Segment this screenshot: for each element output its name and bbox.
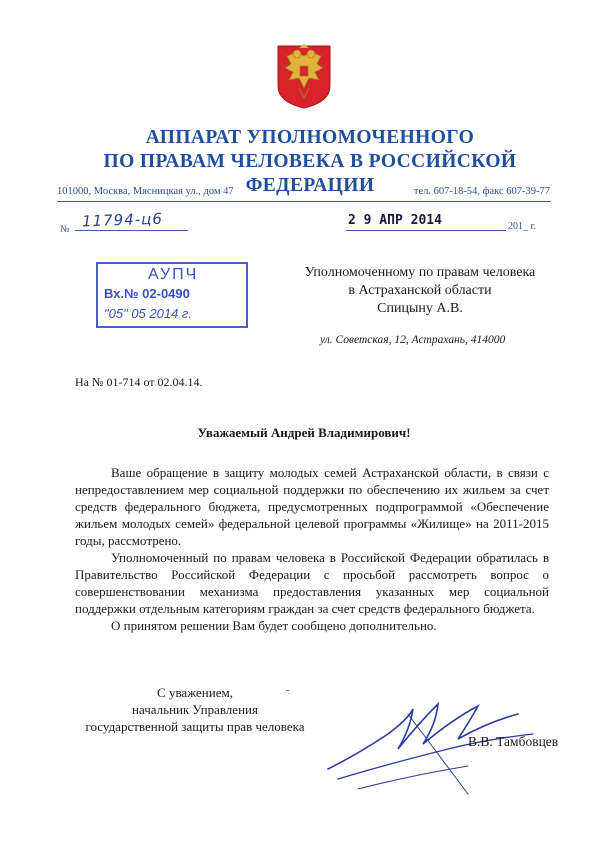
closing-block [70, 684, 320, 735]
stamp-date: "05" 05 2014 г. [104, 306, 192, 321]
header-title-line2: ПО ПРАВАМ ЧЕЛОВЕКА В РОССИЙСКОЙ ФЕДЕРАЦИИ [103, 151, 517, 196]
outgoing-number-underline [75, 230, 188, 231]
closing-line1: С уважением, [157, 685, 233, 700]
reference-line: На № 01-714 от 02.04.14. [75, 375, 203, 389]
addressee-line2: в Астраханской области [348, 283, 492, 298]
outgoing-number-prefix: № [60, 224, 70, 235]
stamp-org: АУПЧ [148, 266, 199, 283]
addressee-line3: Спицыну А.В. [377, 301, 463, 316]
dash-mark: - [286, 684, 290, 696]
header-title-line1: АППАРАТ УПОЛНОМОЧЕННОГО [145, 127, 475, 148]
body-paragraph-3: О принятом решении Вам будет сообщено дополнительно. [111, 618, 437, 633]
outgoing-number: 11794-ц6 [81, 209, 164, 231]
outgoing-date: 2 9 АПР 2014 [348, 213, 442, 228]
closing-line2: начальник Управления [132, 702, 258, 717]
outgoing-year-suffix: 201_ г. [508, 221, 536, 232]
body-paragraph-2: Уполномоченный по правам человека в Российской Федерации обратилась в Правительство Российской Федерации с просьбой рассмотреть вопрос о совершенствовании механизма предоставления указанных мер социальной поддержки отдельным категориям граждан за счет средств федерального бюджета. [75, 550, 549, 616]
closing-line3: государственной защиты прав человека [85, 719, 305, 734]
greeting: Уважаемый Андрей Владимирович! [197, 425, 411, 440]
coat-of-arms-emblem [275, 42, 333, 110]
letter-body [75, 464, 549, 634]
incoming-stamp [96, 262, 248, 328]
addressee-street: ул. Советская, 12, Астрахань, 414000 [320, 334, 506, 346]
header-divider [57, 201, 551, 202]
header-phone: тел. 607-18-54, факс 607-39-77 [413, 186, 550, 197]
outgoing-date-underline [346, 230, 506, 231]
addressee-line1: Уполномоченному по правам человека [304, 265, 536, 280]
signer-name: В.В. Тамбовцев [468, 734, 559, 749]
body-paragraph-1: Ваше обращение в защиту молодых семей Астраханской области, в связи с непредоставлением мер социальной поддержки по обеспечению их жильем за счет средств федерального бюджета, предусмотренных подпрограммой «Обеспечение жильем молодых семей» федеральной целевой программы «Жилище» на 2011-2015 годы, рассмотрено. [75, 465, 549, 548]
addressee-block [270, 264, 570, 318]
stamp-incoming-number: Вх.№ 02-0490 [104, 286, 190, 301]
header-address: 101000, Москва, Мясницкая ул., дом 47 [57, 186, 234, 197]
